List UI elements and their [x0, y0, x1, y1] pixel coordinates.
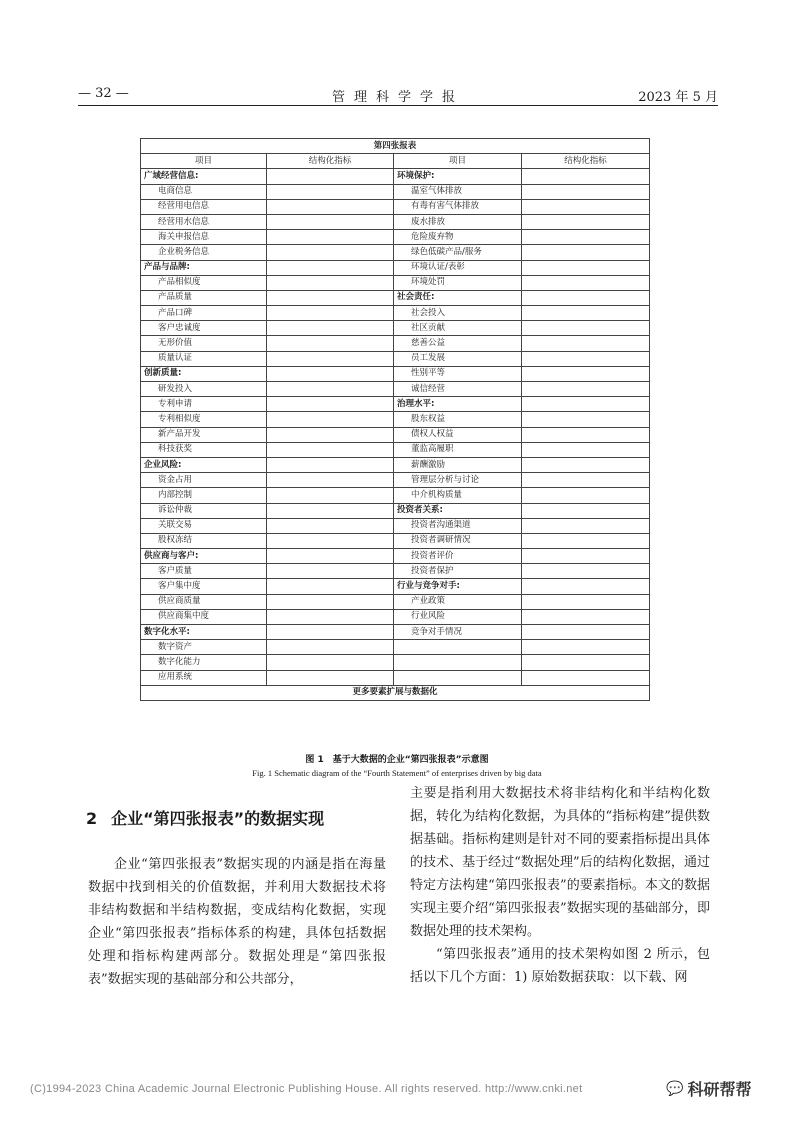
item-cell: 温室气体排放	[394, 184, 522, 199]
item-cell: 质量认证	[141, 351, 267, 366]
item-cell: 数字化能力	[141, 655, 267, 670]
indicator-cell	[267, 245, 394, 260]
indicator-cell	[267, 351, 394, 366]
page-number: — 32 —	[78, 86, 129, 101]
indicator-cell	[522, 442, 650, 457]
indicator-cell	[267, 260, 394, 275]
table-row	[141, 214, 650, 229]
body-right-column	[410, 782, 710, 989]
category-cell: 治理水平:	[394, 397, 522, 412]
item-cell: 客户质量	[141, 564, 267, 579]
indicator-cell	[267, 518, 394, 533]
table-row	[141, 564, 650, 579]
copyright-notice: (C)1994-2023 China Academic Journal Electronic Publishing House. All rights reserved. http://www.cnki.net	[30, 1083, 583, 1095]
item-cell: 新产品开发	[141, 427, 267, 442]
indicator-cell	[522, 351, 650, 366]
table-row	[141, 199, 650, 214]
indicator-cell	[267, 594, 394, 609]
indicator-cell	[522, 336, 650, 351]
table-row	[141, 230, 650, 245]
indicator-cell	[267, 670, 394, 685]
indicator-cell	[267, 321, 394, 336]
indicator-cell	[522, 655, 650, 670]
indicator-cell	[522, 184, 650, 199]
item-cell: 经营用水信息	[141, 214, 267, 229]
item-cell: 应用系统	[141, 670, 267, 685]
table-row	[141, 594, 650, 609]
indicator-cell	[522, 564, 650, 579]
item-cell: 中介机构质量	[394, 488, 522, 503]
indicator-cell	[522, 230, 650, 245]
item-cell: 专利申请	[141, 397, 267, 412]
indicator-cell	[267, 412, 394, 427]
table-row	[141, 382, 650, 397]
indicator-cell	[267, 564, 394, 579]
table-row	[141, 549, 650, 564]
category-cell: 数字化水平:	[141, 625, 267, 640]
paragraph: 主要是指利用大数据技术将非结构化和半结构化数据，转化为结构化数据，为具体的“指标构建”提供数据基础。指标构建则是针对不同的要素指标提出具体的技术、基于经过“数据处理”后的结构化数据，通过特定方法构建“第四张报表”的要素指标。本文的数据实现主要介绍“第四张报表”数据实现的基础部分，即数据处理的技术架构。	[410, 786, 710, 939]
item-cell: 社会投入	[394, 306, 522, 321]
table-row	[141, 533, 650, 548]
table-row	[141, 427, 650, 442]
page-header	[78, 86, 718, 106]
category-cell: 环境保护:	[394, 169, 522, 184]
indicator-cell	[522, 640, 650, 655]
item-cell: 绿色低碳产品/服务	[394, 245, 522, 260]
table-footer: 更多要素扩展与数据化	[141, 685, 650, 700]
header-rule	[78, 105, 718, 106]
item-cell	[394, 670, 522, 685]
table-row	[141, 306, 650, 321]
indicator-cell	[267, 427, 394, 442]
item-cell: 性别平等	[394, 366, 522, 381]
category-cell: 投资者关系:	[394, 503, 522, 518]
item-cell: 无形价值	[141, 336, 267, 351]
indicator-cell	[522, 579, 650, 594]
item-cell: 员工发展	[394, 351, 522, 366]
table-row	[141, 473, 650, 488]
indicator-cell	[267, 184, 394, 199]
indicator-cell	[522, 625, 650, 640]
indicator-cell	[267, 275, 394, 290]
paragraph: “第四张报表”通用的技术架构如图 2 所示，包括以下几个方面：1) 原始数据获取：以下载、网	[410, 947, 710, 985]
body-left-column	[88, 853, 386, 991]
indicator-cell	[267, 457, 394, 472]
indicator-cell	[267, 533, 394, 548]
section-number: 2	[86, 809, 98, 828]
item-cell: 电商信息	[141, 184, 267, 199]
item-cell: 环境处罚	[394, 275, 522, 290]
indicator-cell	[522, 427, 650, 442]
item-cell: 专利相似度	[141, 412, 267, 427]
indicator-cell	[267, 382, 394, 397]
indicator-cell	[522, 199, 650, 214]
table-row	[141, 321, 650, 336]
indicator-cell	[522, 260, 650, 275]
item-cell: 投资者沟通渠道	[394, 518, 522, 533]
category-cell: 广域经营信息:	[141, 169, 267, 184]
indicator-cell	[267, 442, 394, 457]
watermark-text: 科研帮帮	[687, 1080, 752, 1099]
item-cell: 资金占用	[141, 473, 267, 488]
item-cell	[394, 640, 522, 655]
item-cell: 客户忠诚度	[141, 321, 267, 336]
section-title: 企业“第四张报表”的数据实现	[111, 809, 325, 828]
item-cell: 股东权益	[394, 412, 522, 427]
item-cell: 海关申报信息	[141, 230, 267, 245]
indicator-cell	[267, 336, 394, 351]
table-row	[141, 412, 650, 427]
indicator-cell	[522, 473, 650, 488]
indicator-cell	[522, 214, 650, 229]
item-cell: 投资者评价	[394, 549, 522, 564]
table-row	[141, 579, 650, 594]
category-cell: 创新质量:	[141, 366, 267, 381]
indicator-cell	[522, 457, 650, 472]
indicator-cell	[522, 321, 650, 336]
column-header: 项目	[141, 154, 267, 169]
indicator-cell	[267, 214, 394, 229]
table-row	[141, 442, 650, 457]
item-cell: 供应商质量	[141, 594, 267, 609]
issue-date: 2023 年 5 月	[638, 90, 718, 105]
item-cell: 社区贡献	[394, 321, 522, 336]
figure-caption-en: Fig. 1 Schematic diagram of the “Fourth Statement” of enterprises driven by big data	[252, 768, 542, 778]
paragraph: 企业“第四张报表”数据实现的内涵是指在海量数据中找到相关的价值数据，并利用大数据技术将非结构数据和半结构数据，变成结构化数据，实现企业“第四张报表”指标体系的构建，具体包括数据处理和指标构建两部分。数据处理是“第四张报表”数据实现的基础部分和公共部分，	[88, 857, 386, 987]
item-cell: 薪酬激励	[394, 457, 522, 472]
table-row	[141, 670, 650, 685]
table-row	[141, 336, 650, 351]
category-cell: 企业风险:	[141, 457, 267, 472]
item-cell: 客户集中度	[141, 579, 267, 594]
journal-title: 管理科学学报	[331, 90, 464, 105]
indicator-cell	[522, 670, 650, 685]
indicator-cell	[522, 245, 650, 260]
table-row	[141, 260, 650, 275]
indicator-cell	[267, 488, 394, 503]
indicator-cell	[522, 488, 650, 503]
chat-icon: 💬	[666, 1080, 684, 1097]
table-row	[141, 275, 650, 290]
indicator-cell	[522, 609, 650, 624]
indicator-cell	[267, 473, 394, 488]
table-row	[141, 488, 650, 503]
indicator-cell	[522, 533, 650, 548]
item-cell: 产品质量	[141, 290, 267, 305]
item-cell: 废水排放	[394, 214, 522, 229]
indicator-cell	[522, 594, 650, 609]
item-cell: 行业风险	[394, 609, 522, 624]
item-cell: 研发投入	[141, 382, 267, 397]
indicator-cell	[522, 503, 650, 518]
indicator-cell	[267, 199, 394, 214]
indicator-cell	[267, 290, 394, 305]
table-row	[141, 366, 650, 381]
item-cell: 慈善公益	[394, 336, 522, 351]
item-cell: 产品口碑	[141, 306, 267, 321]
table-row	[141, 655, 650, 670]
table-title: 第四张报表	[141, 139, 650, 154]
table-row	[141, 351, 650, 366]
item-cell: 产业政策	[394, 594, 522, 609]
indicator-cell	[267, 625, 394, 640]
item-cell: 环境认证/表彰	[394, 260, 522, 275]
indicator-cell	[522, 382, 650, 397]
item-cell: 诚信经营	[394, 382, 522, 397]
item-cell: 债权人权益	[394, 427, 522, 442]
item-cell: 企业税务信息	[141, 245, 267, 260]
indicator-cell	[267, 640, 394, 655]
indicator-cell	[522, 412, 650, 427]
indicator-cell	[522, 169, 650, 184]
indicator-cell	[267, 230, 394, 245]
indicator-cell	[267, 549, 394, 564]
item-cell: 投资者调研情况	[394, 533, 522, 548]
category-cell: 供应商与客户:	[141, 549, 267, 564]
item-cell: 诉讼仲裁	[141, 503, 267, 518]
table-row	[141, 518, 650, 533]
figure-caption-zh: 图 1 基于大数据的企业“第四张报表”示意图	[305, 755, 489, 765]
item-cell: 股权冻结	[141, 533, 267, 548]
indicator-cell	[522, 518, 650, 533]
table-row	[141, 169, 650, 184]
indicator-cell	[267, 397, 394, 412]
indicator-cell	[522, 549, 650, 564]
table-row	[141, 457, 650, 472]
item-cell: 数字资产	[141, 640, 267, 655]
item-cell: 危险废弃物	[394, 230, 522, 245]
item-cell: 经营用电信息	[141, 199, 267, 214]
indicator-cell	[522, 397, 650, 412]
indicator-cell	[267, 503, 394, 518]
table-row	[141, 245, 650, 260]
category-cell: 社会责任:	[394, 290, 522, 305]
item-cell: 管理层分析与讨论	[394, 473, 522, 488]
indicator-cell	[267, 609, 394, 624]
item-cell: 科技获奖	[141, 442, 267, 457]
column-header: 项目	[394, 154, 522, 169]
category-cell: 产品与品牌:	[141, 260, 267, 275]
indicator-cell	[522, 366, 650, 381]
table-row	[141, 609, 650, 624]
watermark	[666, 1077, 751, 1100]
item-cell: 董监高履职	[394, 442, 522, 457]
table-row	[141, 625, 650, 640]
table-row	[141, 640, 650, 655]
section-heading	[86, 806, 324, 829]
indicator-cell	[267, 655, 394, 670]
item-cell: 产品相似度	[141, 275, 267, 290]
item-cell: 竞争对手情况	[394, 625, 522, 640]
category-cell: 行业与竞争对手:	[394, 579, 522, 594]
column-header: 结构化指标	[267, 154, 394, 169]
item-cell: 投资者保护	[394, 564, 522, 579]
table-row	[141, 290, 650, 305]
indicator-cell	[267, 306, 394, 321]
item-cell: 内部控制	[141, 488, 267, 503]
item-cell	[394, 655, 522, 670]
indicator-cell	[522, 275, 650, 290]
item-cell: 供应商集中度	[141, 609, 267, 624]
table-row	[141, 397, 650, 412]
item-cell: 有毒有害气体排放	[394, 199, 522, 214]
indicator-cell	[522, 290, 650, 305]
table-row	[141, 184, 650, 199]
indicator-cell	[267, 169, 394, 184]
item-cell: 关联交易	[141, 518, 267, 533]
indicator-cell	[267, 579, 394, 594]
column-header: 结构化指标	[522, 154, 650, 169]
table-row	[141, 503, 650, 518]
indicator-cell	[522, 306, 650, 321]
fourth-statement-table	[140, 138, 650, 701]
indicator-cell	[267, 366, 394, 381]
